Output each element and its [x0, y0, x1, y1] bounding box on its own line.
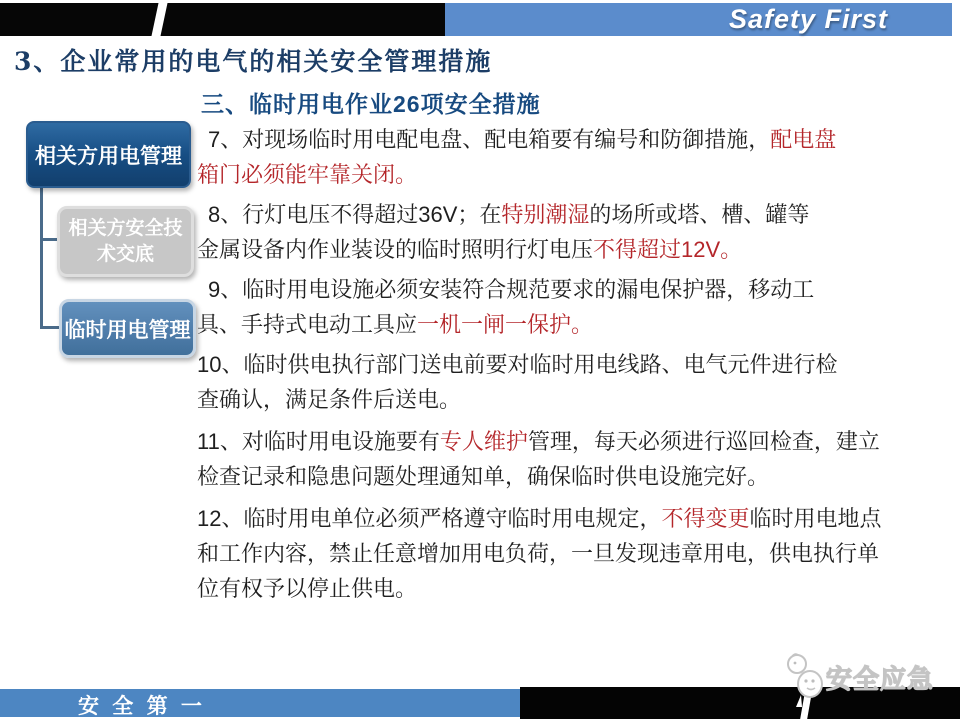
- measure-line: [197, 571, 897, 606]
- measure-text-segment: 位有权予以停止供电。: [197, 576, 418, 601]
- measure-line: [197, 197, 897, 232]
- measure-text-segment: 金属设备内作业装设的临时照明行灯电压: [197, 237, 594, 262]
- measure-line: [197, 307, 897, 342]
- mascot-icon: [784, 651, 826, 712]
- measures-list: [197, 122, 897, 611]
- measure-text-segment: 不得超过12V。: [593, 237, 743, 262]
- measure-text-segment: 和工作内容，禁止任意增加用电负荷，一旦发现违章用电，供电执行单: [197, 541, 880, 566]
- measure-line: [197, 347, 897, 382]
- measure-item: [197, 272, 897, 342]
- measure-line: [197, 157, 897, 192]
- footer-slogan: 安 全 第 一: [78, 693, 205, 718]
- brand-watermark: [784, 651, 934, 712]
- banner-title: Safety First: [728, 4, 888, 34]
- measure-line: [197, 272, 897, 307]
- measure-line: [197, 122, 897, 157]
- page-title: 3、企业常用的电气的相关安全管理措施: [14, 47, 493, 76]
- measure-item: [197, 424, 897, 494]
- measure-text-segment: 9、临时用电设施必须安装符合规范要求的漏电保护器，移动工: [208, 277, 815, 302]
- measure-text-segment: 专人维护: [439, 429, 528, 454]
- node-label-line2: 术交底: [96, 242, 154, 265]
- measure-text-segment: 不得变更: [661, 506, 750, 531]
- measure-text-segment: 具、手持式电动工具应: [197, 312, 418, 337]
- measure-text-segment: 箱门必须能牢靠关闭。: [197, 162, 418, 187]
- connector-branch-bottom: [43, 326, 60, 329]
- measure-text-segment: 10、临时供电执行部门送电前要对临时用电线路、电气元件进行检: [197, 352, 838, 377]
- top-banner-black-bar: [0, 3, 445, 36]
- node-label-line1: 相关方安全技: [68, 216, 183, 239]
- measure-line: [197, 501, 897, 536]
- measure-text-segment: 8、行灯电压不得超过36V；在: [208, 202, 502, 227]
- connector-branch-top: [43, 238, 58, 241]
- top-banner-blue-bar: [445, 3, 952, 36]
- measure-line: [197, 382, 897, 417]
- measure-line: [197, 232, 897, 267]
- sidebar-node-contractor-power-mgmt: [26, 121, 191, 188]
- measure-line: [197, 424, 897, 459]
- measure-item: [197, 501, 897, 606]
- measure-text-segment: 特别潮湿: [501, 202, 590, 227]
- measure-line: [197, 459, 897, 494]
- node-label: 临时用电管理: [64, 316, 191, 342]
- measure-line: [197, 536, 897, 571]
- sidebar-node-temp-power-mgmt: [59, 299, 196, 358]
- brand-watermark-label: 安全应急: [826, 664, 935, 694]
- measure-text-segment: 查确认，满足条件后送电。: [197, 387, 462, 412]
- footer-slogan-bar: [0, 689, 520, 717]
- measure-text-segment: 临时用电地点: [749, 506, 882, 531]
- top-banner: [0, 3, 952, 36]
- measure-text-segment: 检查记录和隐患问题处理通知单，确保临时供电设施完好。: [197, 464, 770, 489]
- connector-vertical-line: [40, 184, 43, 329]
- measure-item: [197, 122, 897, 192]
- measure-item: [197, 347, 897, 417]
- measure-text-segment: 配电盘: [770, 127, 837, 152]
- section-title: 三、临时用电作业26项安全措施: [201, 91, 541, 117]
- measure-text-segment: 管理，每天必须进行巡回检查，建立: [527, 429, 880, 454]
- measure-text-segment: 12、临时用电单位必须严格遵守临时用电规定，: [197, 506, 662, 531]
- sidebar-node-safety-tech-briefing: [57, 206, 194, 277]
- measure-text-segment: 7、对现场临时用电配电盘、配电箱要有编号和防御措施，: [208, 127, 771, 152]
- measure-text-segment: 的场所或塔、槽、罐等: [589, 202, 810, 227]
- measure-text-segment: 11、对临时用电设施要有: [197, 429, 440, 454]
- measure-text-segment: 一机一闸一保护。: [417, 312, 594, 337]
- measure-item: [197, 197, 897, 267]
- node-label: 相关方用电管理: [35, 142, 182, 168]
